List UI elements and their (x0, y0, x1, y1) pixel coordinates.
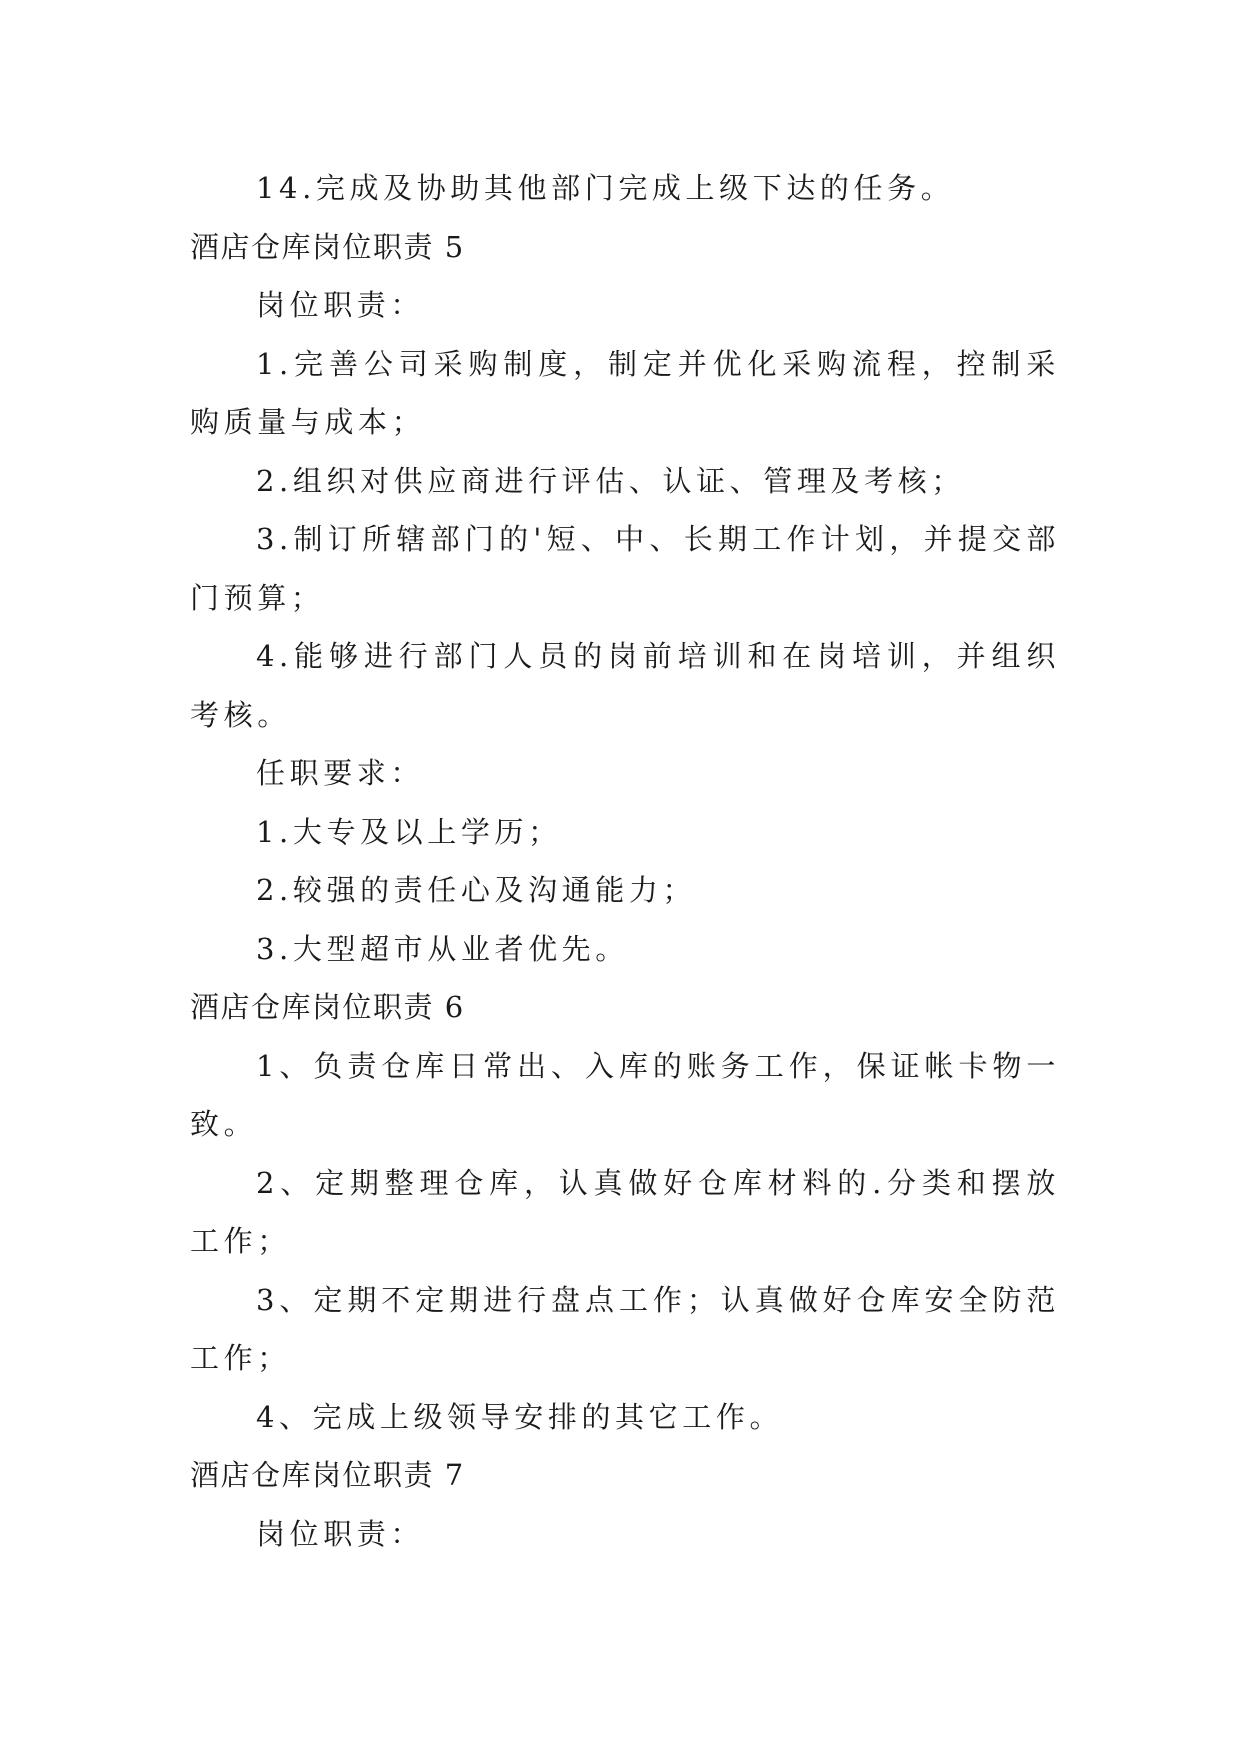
list-item: 2.组织对供应商进行评估、认证、管理及考核； (256, 463, 965, 498)
subsection-label: 岗位职责： (256, 288, 425, 322)
section-heading: 酒店仓库岗位职责 6 (190, 990, 465, 1024)
list-item: 4.能够进行部门人员的岗前培训和在岗培训，并组织考核。 (190, 639, 1060, 732)
list-item: 14.完成及协助其他部门完成上级下达的任务。 (256, 171, 955, 205)
list-item: 2、定期整理仓库，认真做好仓库材料的.分类和摆放工作； (190, 1165, 1060, 1258)
list-item: 3.制订所辖部门的'短、中、长期工作计划，并提交部门预算； (190, 522, 1060, 615)
list-item: 1.完善公司采购制度，制定并优化采购流程，控制采购质量与成本； (190, 346, 1060, 439)
list-item: 3.大型超市从业者优先。 (256, 931, 629, 966)
list-item: 4、完成上级领导安排的其它工作。 (256, 1399, 784, 1434)
list-item: 3、定期不定期进行盘点工作；认真做好仓库安全防范工作； (190, 1282, 1060, 1375)
subsection-label: 任职要求： (256, 756, 425, 790)
section-heading: 酒店仓库岗位职责 7 (190, 1458, 465, 1492)
list-item: 2.较强的责任心及沟通能力； (256, 873, 697, 907)
list-item: 1、负责仓库日常出、入库的账务工作，保证帐卡物一致。 (190, 1048, 1060, 1141)
subsection-label: 岗位职责： (256, 1516, 425, 1551)
section-heading: 酒店仓库岗位职责 5 (190, 229, 465, 264)
document-body (190, 159, 1060, 1563)
list-item: 1.大专及以上学历； (256, 814, 562, 849)
